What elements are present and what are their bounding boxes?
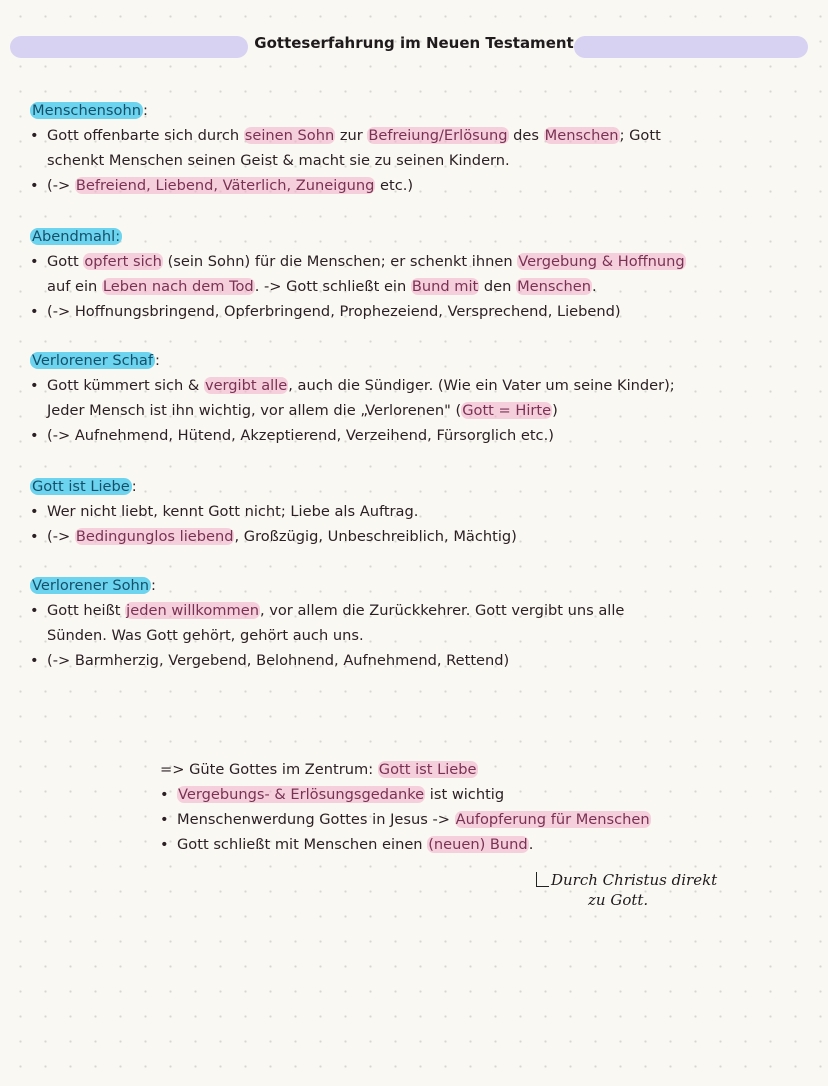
note-section [30, 224, 810, 324]
highlighted-text: Gott = Hirte [462, 402, 552, 419]
bullet-item [30, 123, 810, 148]
bullet-icon: • [160, 836, 169, 853]
text: . -> Gott schließt ein [254, 278, 411, 295]
bullet-icon: • [30, 177, 39, 194]
page-title: Gotteserfahrung im Neuen Testament [254, 34, 574, 52]
text: , auch die Sündiger. (Wie ein Vater um seine Kinder); [288, 377, 675, 394]
text: ; Gott [619, 127, 661, 144]
heading-text: : [142, 102, 148, 119]
text: Sünden. Was Gott gehört, gehört auch uns. [47, 627, 364, 644]
bullet-item [30, 648, 810, 673]
highlighted-text: Menschen [544, 127, 619, 144]
highlighted-text: Vergebung & Hoffnung [518, 253, 685, 270]
bullet-item [160, 832, 651, 857]
highlighted-text: Bedingunglos liebend [75, 528, 234, 545]
text: auf ein [47, 278, 102, 295]
heading-highlight: Gott ist Liebe [32, 478, 130, 495]
highlighted-text: vergibt alle [204, 377, 288, 394]
bullet-item [160, 782, 651, 807]
text: Gott kümmert sich & [47, 377, 204, 394]
highlighted-text: Aufopferung für Menschen [455, 811, 650, 828]
highlighted-text: jeden willkommen [126, 602, 259, 619]
highlighted-text: seinen Sohn [244, 127, 335, 144]
note-section [30, 98, 810, 198]
text-line [160, 757, 651, 782]
heading-highlight: Verlorener Schaf [32, 352, 153, 369]
text: Gott schließt mit Menschen einen [177, 836, 428, 853]
note-line-2: zu Gott. [588, 891, 649, 909]
text: Gott offenbarte sich durch [47, 127, 244, 144]
text: Jeder Mensch ist ihn wichtig, vor allem die „Verlorenen" ( [47, 402, 462, 419]
text-line [30, 148, 810, 173]
text: (-> Aufnehmend, Hütend, Akzeptierend, Verzeihend, Fürsorglich etc.) [47, 427, 554, 444]
text-line [30, 623, 810, 648]
arrow-icon [536, 872, 549, 887]
text: (-> Hoffnungsbringend, Opferbringend, Prophezeiend, Versprechend, Liebend) [47, 303, 621, 320]
heading-text: : [154, 352, 160, 369]
text: schenkt Menschen seinen Geist & macht sie zu seinen Kindern. [47, 152, 510, 169]
highlighted-text: Befreiung/Erlösung [368, 127, 508, 144]
bullet-icon: • [30, 377, 39, 394]
text-line [30, 398, 810, 423]
text: (-> [47, 528, 75, 545]
heading-highlight: Abendmahl: [32, 228, 121, 245]
text: Gott heißt [47, 602, 126, 619]
highlighted-text: Leben nach dem Tod [102, 278, 254, 295]
text-line [30, 274, 810, 299]
text: etc.) [375, 177, 414, 194]
highlighted-text: Befreiend, Liebend, Väterlich, Zuneigung [75, 177, 375, 194]
note-section [30, 573, 810, 673]
bullet-item [30, 373, 810, 398]
text: (-> Barmherzig, Vergebend, Belohnend, Aufnehmend, Rettend) [47, 652, 510, 669]
section-heading [30, 348, 160, 373]
highlighted-text: (neuen) Bund [428, 836, 528, 853]
bullet-icon: • [30, 602, 39, 619]
note-line-1: Durch Christus direkt [551, 871, 718, 889]
bullet-icon: • [30, 303, 39, 320]
text: Wer nicht liebt, kennt Gott nicht; Liebe als Auftrag. [47, 503, 419, 520]
summary [160, 757, 651, 857]
highlighted-text: Gott ist Liebe [378, 761, 477, 778]
text: (-> [47, 177, 75, 194]
handwritten-note [536, 870, 717, 910]
heading-highlight: Menschensohn [32, 102, 141, 119]
section-heading [30, 98, 148, 123]
bullet-item [30, 499, 810, 524]
bullet-icon: • [30, 127, 39, 144]
text: Menschenwerdung Gottes in Jesus -> [177, 811, 455, 828]
bullet-item [30, 299, 810, 324]
section-heading [30, 573, 156, 598]
heading-text: : [131, 478, 137, 495]
text: . [592, 278, 597, 295]
text: Gott [47, 253, 84, 270]
bullet-item [30, 249, 810, 274]
text: ist wichtig [425, 786, 505, 803]
text: zur [335, 127, 368, 144]
text: des [508, 127, 544, 144]
bullet-item [30, 524, 810, 549]
text: . [528, 836, 534, 853]
bullet-icon: • [30, 528, 39, 545]
bullet-icon: • [30, 503, 39, 520]
text: , Großzügig, Unbeschreiblich, Mächtig) [234, 528, 517, 545]
highlighted-text: opfert sich [84, 253, 162, 270]
bullet-icon: • [160, 811, 169, 828]
section-heading [30, 474, 137, 499]
heading-text: : [151, 577, 156, 594]
note-section [30, 348, 810, 448]
highlighted-text: Vergebungs- & Erlösungsgedanke [178, 786, 425, 803]
bullet-item [30, 598, 810, 623]
section-heading [30, 224, 122, 249]
text: den [479, 278, 517, 295]
bullet-item [30, 173, 810, 198]
bullet-item [30, 423, 810, 448]
bullet-item [160, 807, 651, 832]
note-section [30, 474, 810, 549]
text: ) [552, 402, 558, 419]
bullet-icon: • [30, 652, 39, 669]
text: => Güte Gottes im Zentrum: [160, 761, 378, 778]
highlighted-text: Bund mit [411, 278, 479, 295]
highlighted-text: Menschen [517, 278, 591, 295]
bullet-icon: • [160, 786, 169, 803]
text: (sein Sohn) für die Menschen; er schenkt ihnen [162, 253, 518, 270]
text: , vor allem die Zurückkehrer. Gott vergibt uns alle [259, 602, 625, 619]
heading-highlight: Verlorener Sohn [32, 577, 150, 594]
bullet-icon: • [30, 427, 39, 444]
bullet-icon: • [30, 253, 39, 270]
